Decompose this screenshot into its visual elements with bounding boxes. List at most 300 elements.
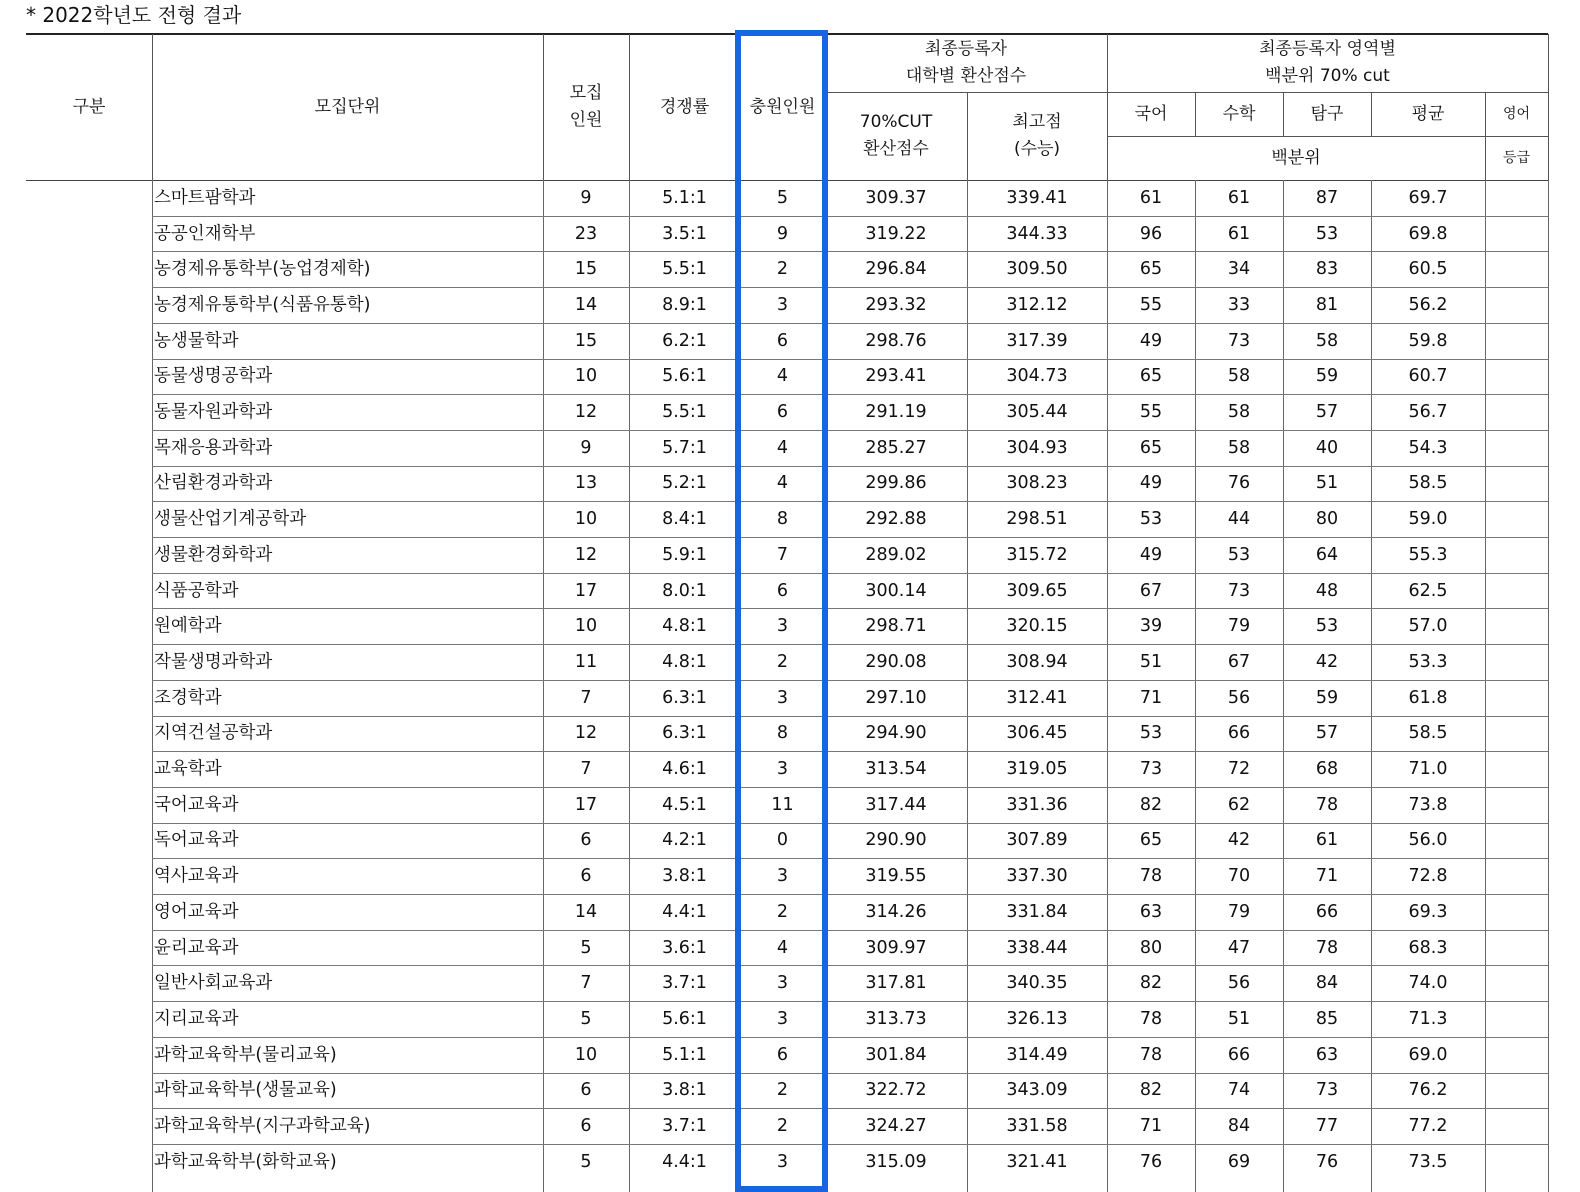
table-cell-avg: 58.5 — [1408, 473, 1448, 494]
table-cell-comp: 5.5:1 — [662, 402, 707, 423]
table-cell-max: 339.41 — [1006, 187, 1068, 208]
table-cell-comp: 3.6:1 — [662, 937, 707, 958]
table-cell-cut: 296.84 — [865, 259, 927, 280]
table-cell-math: 61 — [1227, 187, 1251, 208]
table-cell-avg: 76.2 — [1408, 1080, 1448, 1101]
header-inquiry: 탐구 — [1310, 103, 1344, 124]
table-cell-avg: 69.7 — [1408, 187, 1448, 208]
header-mid2-line — [1107, 136, 1548, 137]
table-cell-max: 331.84 — [1006, 901, 1068, 922]
table-cell-unit: 공공인재학부 — [154, 223, 256, 244]
header-english: 영어 — [1502, 105, 1531, 122]
header-col-line — [152, 34, 153, 180]
table-cell-wait: 2 — [776, 1080, 789, 1101]
table-cell-avg: 77.2 — [1408, 1116, 1448, 1137]
table-cell-comp: 5.2:1 — [662, 473, 707, 494]
table-cell-unit: 일반사회교육과 — [154, 973, 273, 994]
table-cell-comp: 3.8:1 — [662, 1080, 707, 1101]
table-cell-comp: 3.5:1 — [662, 223, 707, 244]
table-cell-math: 34 — [1227, 259, 1251, 280]
table-cell-avg: 55.3 — [1408, 544, 1448, 565]
table-cell-avg: 69.0 — [1408, 1044, 1448, 1065]
table-cell-kor: 82 — [1139, 1080, 1163, 1101]
table-cell-math: 66 — [1227, 723, 1251, 744]
table-cell-avg: 71.3 — [1408, 1008, 1448, 1029]
header-waitlist: 충원인원 — [749, 96, 816, 117]
table-cell-kor: 55 — [1139, 294, 1163, 315]
table-cell-inq: 58 — [1315, 330, 1339, 351]
table-cell-wait: 2 — [776, 1116, 789, 1137]
table-cell-unit: 농경제유통학부(농업경제학) — [154, 259, 371, 280]
table-caption: * 2022학년도 전형 결과 — [26, 3, 242, 27]
table-cell-wait: 4 — [776, 437, 789, 458]
table-cell-math: 70 — [1227, 866, 1251, 887]
table-cell-wait: 3 — [776, 759, 789, 780]
table-cell-max: 309.65 — [1006, 580, 1068, 601]
table-cell-eng — [1485, 644, 1548, 680]
table-cell-comp: 3.7:1 — [662, 1116, 707, 1137]
table-cell-wait: 6 — [776, 580, 789, 601]
table-cell-cut: 293.32 — [865, 294, 927, 315]
table-cell-math: 33 — [1227, 294, 1251, 315]
header-col-line — [1195, 92, 1196, 136]
table-cell-kor: 71 — [1139, 687, 1163, 708]
table-cell-eng — [1485, 251, 1548, 287]
table-cell-unit: 국어교육과 — [154, 794, 239, 815]
table-cell-cut: 317.44 — [865, 794, 927, 815]
table-cell-eng — [1485, 1037, 1548, 1073]
table-cell-wait: 3 — [776, 616, 789, 637]
table-cell-kor: 51 — [1139, 651, 1163, 672]
table-cell-kor: 82 — [1139, 973, 1163, 994]
table-cell-math: 73 — [1227, 330, 1251, 351]
table-cell-inq: 42 — [1315, 651, 1339, 672]
table-cell-max: 306.45 — [1006, 723, 1068, 744]
table-cell-max: 317.39 — [1006, 330, 1068, 351]
table-cell-avg: 56.0 — [1408, 830, 1448, 851]
table-cell-quota: 10 — [574, 366, 598, 387]
header-col-line — [1548, 34, 1549, 180]
table-cell-math: 79 — [1227, 616, 1251, 637]
table-cell-wait: 3 — [776, 866, 789, 887]
table-cell-max: 304.93 — [1006, 437, 1068, 458]
table-cell-cut: 319.22 — [865, 223, 927, 244]
table-cell-math: 56 — [1227, 973, 1251, 994]
table-cell-avg: 57.0 — [1408, 616, 1448, 637]
header-col-line — [967, 92, 968, 180]
table-cell-eng — [1485, 680, 1548, 716]
table-cell-inq: 40 — [1315, 437, 1339, 458]
table-cell-max: 337.30 — [1006, 866, 1068, 887]
table-cell-kor: 65 — [1139, 437, 1163, 458]
header-col-line — [1371, 92, 1372, 136]
table-cell-cut: 290.90 — [865, 830, 927, 851]
table-cell-avg: 54.3 — [1408, 437, 1448, 458]
table-cell-unit: 교육학과 — [154, 759, 222, 780]
table-cell-eng — [1485, 501, 1548, 537]
table-cell-eng — [1485, 573, 1548, 609]
table-cell-cut: 298.71 — [865, 616, 927, 637]
table-cell-unit: 산림환경과학과 — [154, 473, 273, 494]
table-cell-avg: 72.8 — [1408, 866, 1448, 887]
table-cell-eng — [1485, 1073, 1548, 1109]
table-cell-unit: 지역건설공학과 — [154, 723, 273, 744]
table-cell-max: 331.36 — [1006, 794, 1068, 815]
table-cell-inq: 64 — [1315, 544, 1339, 565]
table-cell-kor: 65 — [1139, 259, 1163, 280]
table-cell-wait: 3 — [776, 294, 789, 315]
table-cell-comp: 4.8:1 — [662, 651, 707, 672]
table-cell-eng — [1485, 180, 1548, 216]
header-col-line — [1283, 92, 1284, 136]
table-cell-unit: 작물생명과학과 — [154, 651, 273, 672]
table-cell-quota: 10 — [574, 1044, 598, 1065]
table-cell-unit: 영어교육과 — [154, 901, 239, 922]
table-cell-eng — [1485, 608, 1548, 644]
table-cell-avg: 62.5 — [1408, 580, 1448, 601]
table-cell-inq: 78 — [1315, 794, 1339, 815]
table-cell-kor: 73 — [1139, 759, 1163, 780]
table-cell-comp: 5.6:1 — [662, 1008, 707, 1029]
table-cell-comp: 8.9:1 — [662, 294, 707, 315]
table-cell-wait: 2 — [776, 259, 789, 280]
table-cell-quota: 5 — [580, 1151, 592, 1172]
table-cell-comp: 6.3:1 — [662, 687, 707, 708]
table-cell-quota: 7 — [580, 973, 592, 994]
table-cell-cut: 315.09 — [865, 1151, 927, 1172]
table-cell-kor: 61 — [1139, 187, 1163, 208]
table-cell-comp: 4.8:1 — [662, 616, 707, 637]
table-cell-unit: 동물자원과학과 — [154, 402, 273, 423]
table-cell-eng — [1485, 287, 1548, 323]
header-col-line — [825, 34, 826, 180]
table-cell-cut: 297.10 — [865, 687, 927, 708]
table-cell-unit: 지리교육과 — [154, 1008, 239, 1029]
table-cell-math: 69 — [1227, 1151, 1251, 1172]
table-cell-wait: 6 — [776, 330, 789, 351]
table-cell-quota: 5 — [580, 937, 592, 958]
table-cell-max: 320.15 — [1006, 616, 1068, 637]
header-competition: 경쟁률 — [659, 96, 710, 117]
table-cell-max: 326.13 — [1006, 1008, 1068, 1029]
table-cell-quota: 9 — [580, 437, 592, 458]
table-cell-cut: 313.54 — [865, 759, 927, 780]
table-cell-inq: 78 — [1315, 937, 1339, 958]
table-cell-eng — [1485, 430, 1548, 466]
table-cell-math: 44 — [1227, 509, 1251, 530]
table-cell-comp: 8.0:1 — [662, 580, 707, 601]
table-cell-cut: 285.27 — [865, 437, 927, 458]
table-cell-math: 72 — [1227, 759, 1251, 780]
table-cell-kor: 76 — [1139, 1151, 1163, 1172]
table-cell-math: 58 — [1227, 437, 1251, 458]
table-cell-kor: 63 — [1139, 901, 1163, 922]
table-cell-eng — [1485, 751, 1548, 787]
header-col-line — [740, 34, 741, 180]
table-cell-eng — [1485, 359, 1548, 395]
table-cell-quota: 6 — [580, 866, 592, 887]
table-cell-kor: 39 — [1139, 616, 1163, 637]
table-cell-unit: 식품공학과 — [154, 580, 239, 601]
table-cell-max: 314.49 — [1006, 1044, 1068, 1065]
table-cell-math: 62 — [1227, 794, 1251, 815]
table-cell-avg: 56.7 — [1408, 402, 1448, 423]
table-cell-math: 51 — [1227, 1008, 1251, 1029]
table-cell-math: 74 — [1227, 1080, 1251, 1101]
table-cell-quota: 15 — [574, 259, 598, 280]
table-cell-unit: 과학교육학부(생물교육) — [154, 1080, 337, 1101]
table-cell-math: 66 — [1227, 1044, 1251, 1065]
table-cell-cut: 314.26 — [865, 901, 927, 922]
table-cell-unit: 과학교육학부(지구과학교육) — [154, 1116, 371, 1137]
table-cell-comp: 5.5:1 — [662, 259, 707, 280]
table-cell-comp: 6.2:1 — [662, 330, 707, 351]
table-cell-comp: 4.4:1 — [662, 901, 707, 922]
table-cell-max: 319.05 — [1006, 759, 1068, 780]
table-cell-inq: 57 — [1315, 402, 1339, 423]
table-cell-quota: 12 — [574, 723, 598, 744]
table-cell-unit: 원예학과 — [154, 616, 222, 637]
table-cell-wait: 4 — [776, 473, 789, 494]
table-cell-cut: 322.72 — [865, 1080, 927, 1101]
table-cell-eng — [1485, 965, 1548, 1001]
table-cell-kor: 71 — [1139, 1116, 1163, 1137]
table-cell-cut: 291.19 — [865, 402, 927, 423]
table-cell-math: 53 — [1227, 544, 1251, 565]
table-cell-unit: 농생물학과 — [154, 330, 239, 351]
table-cell-math: 67 — [1227, 651, 1251, 672]
table-cell-kor: 96 — [1139, 223, 1163, 244]
table-cell-avg: 59.8 — [1408, 330, 1448, 351]
table-cell-comp: 4.2:1 — [662, 830, 707, 851]
table-cell-max: 308.94 — [1006, 651, 1068, 672]
table-cell-wait: 0 — [776, 830, 789, 851]
table-cell-inq: 77 — [1315, 1116, 1339, 1137]
table-cell-inq: 76 — [1315, 1151, 1339, 1172]
table-cell-eng — [1485, 1001, 1548, 1037]
table-cell-math: 58 — [1227, 402, 1251, 423]
table-cell-wait: 3 — [776, 1008, 789, 1029]
table-cell-cut: 301.84 — [865, 1044, 927, 1065]
header-category: 구분 — [72, 96, 106, 117]
table-cell-inq: 85 — [1315, 1008, 1339, 1029]
table-cell-kor: 55 — [1139, 402, 1163, 423]
table-cell-inq: 48 — [1315, 580, 1339, 601]
table-cell-avg: 74.0 — [1408, 973, 1448, 994]
table-cell-wait: 4 — [776, 937, 789, 958]
table-cell-quota: 7 — [580, 687, 592, 708]
table-cell-quota: 14 — [574, 901, 598, 922]
table-cell-avg: 58.5 — [1408, 723, 1448, 744]
table-cell-math: 58 — [1227, 366, 1251, 387]
table-cell-inq: 68 — [1315, 759, 1339, 780]
table-cell-avg: 59.0 — [1408, 509, 1448, 530]
table-cell-quota: 23 — [574, 223, 598, 244]
table-cell-quota: 9 — [580, 187, 592, 208]
table-cell-max: 307.89 — [1006, 830, 1068, 851]
table-cell-cut: 319.55 — [865, 866, 927, 887]
table-cell-comp: 3.7:1 — [662, 973, 707, 994]
table-cell-eng — [1485, 1144, 1548, 1180]
header-area-group: 최종등록자 영역별 백분위 70% cut — [1259, 39, 1396, 86]
table-cell-avg: 73.5 — [1408, 1151, 1448, 1172]
table-cell-wait: 6 — [776, 402, 789, 423]
table-cell-quota: 17 — [574, 580, 598, 601]
table-cell-math: 56 — [1227, 687, 1251, 708]
table-cell-max: 344.33 — [1006, 223, 1068, 244]
table-cell-kor: 49 — [1139, 473, 1163, 494]
table-cell-eng — [1485, 216, 1548, 252]
table-cell-wait: 4 — [776, 366, 789, 387]
table-cell-inq: 73 — [1315, 1080, 1339, 1101]
table-cell-comp: 5.1:1 — [662, 1044, 707, 1065]
table-cell-eng — [1485, 466, 1548, 502]
table-cell-wait: 8 — [776, 509, 789, 530]
table-cell-comp: 3.8:1 — [662, 866, 707, 887]
table-cell-eng — [1485, 1108, 1548, 1144]
table-cell-max: 315.72 — [1006, 544, 1068, 565]
table-cell-kor: 65 — [1139, 366, 1163, 387]
header-korean: 국어 — [1134, 103, 1168, 124]
table-cell-kor: 80 — [1139, 937, 1163, 958]
table-cell-wait: 9 — [776, 223, 789, 244]
table-cell-comp: 5.9:1 — [662, 544, 707, 565]
table-cell-unit: 과학교육학부(화학교육) — [154, 1151, 337, 1172]
table-cell-inq: 80 — [1315, 509, 1339, 530]
table-cell-unit: 조경학과 — [154, 687, 222, 708]
table-cell-math: 42 — [1227, 830, 1251, 851]
table-cell-wait: 2 — [776, 651, 789, 672]
table-cell-max: 305.44 — [1006, 402, 1068, 423]
table-cell-quota: 10 — [574, 616, 598, 637]
table-cell-wait: 6 — [776, 1044, 789, 1065]
table-cell-wait: 3 — [776, 973, 789, 994]
table-cell-quota: 12 — [574, 402, 598, 423]
table-cell-eng — [1485, 858, 1548, 894]
table-cell-max: 309.50 — [1006, 259, 1068, 280]
table-cell-inq: 83 — [1315, 259, 1339, 280]
table-cell-quota: 11 — [574, 651, 598, 672]
table-cell-quota: 17 — [574, 794, 598, 815]
body-col-line — [1548, 180, 1549, 1192]
header-col-line — [543, 34, 544, 180]
table-cell-unit: 과학교육학부(물리교육) — [154, 1044, 337, 1065]
table-cell-unit: 스마트팜학과 — [154, 187, 256, 208]
table-cell-inq: 59 — [1315, 687, 1339, 708]
header-mid-line — [825, 92, 1548, 93]
table-cell-eng — [1485, 323, 1548, 359]
table-cell-unit: 동물생명공학과 — [154, 366, 273, 387]
table-cell-wait: 7 — [776, 544, 789, 565]
table-cell-unit: 농경제유통학부(식품유통학) — [154, 294, 371, 315]
table-cell-wait: 2 — [776, 901, 789, 922]
table-cell-wait: 11 — [771, 794, 794, 815]
table-cell-quota: 14 — [574, 294, 598, 315]
table-cell-comp: 4.5:1 — [662, 794, 707, 815]
table-cell-wait: 5 — [776, 187, 789, 208]
table-cell-cut: 294.90 — [865, 723, 927, 744]
table-cell-wait: 3 — [776, 687, 789, 708]
table-cell-avg: 73.8 — [1408, 794, 1448, 815]
table-cell-quota: 10 — [574, 509, 598, 530]
table-cell-comp: 5.1:1 — [662, 187, 707, 208]
table-cell-unit: 생물산업기계공학과 — [154, 509, 307, 530]
table-cell-max: 298.51 — [1006, 509, 1068, 530]
table-cell-cut: 292.88 — [865, 509, 927, 530]
table-cell-unit: 역사교육과 — [154, 866, 239, 887]
table-cell-math: 61 — [1227, 223, 1251, 244]
table-cell-quota: 13 — [574, 473, 598, 494]
table-cell-unit: 목재응용과학과 — [154, 437, 273, 458]
header-average: 평균 — [1411, 103, 1445, 124]
table-cell-kor: 53 — [1139, 509, 1163, 530]
table-cell-max: 312.41 — [1006, 687, 1068, 708]
table-cell-cut: 300.14 — [865, 580, 927, 601]
table-cell-inq: 71 — [1315, 866, 1339, 887]
table-cell-avg: 53.3 — [1408, 651, 1448, 672]
table-cell-avg: 60.7 — [1408, 366, 1448, 387]
table-cell-quota: 6 — [580, 830, 592, 851]
table-cell-eng — [1485, 537, 1548, 573]
table-cell-unit: 윤리교육과 — [154, 937, 239, 958]
table-cell-math: 73 — [1227, 580, 1251, 601]
table-cell-max: 343.09 — [1006, 1080, 1068, 1101]
table-cell-unit: 생물환경화학과 — [154, 544, 273, 565]
table-cell-kor: 78 — [1139, 1008, 1163, 1029]
header-grade: 등급 — [1502, 149, 1531, 166]
table-cell-wait: 8 — [776, 723, 789, 744]
table-cell-cut: 299.86 — [865, 473, 927, 494]
table-cell-cut: 293.41 — [865, 366, 927, 387]
table-cell-math: 84 — [1227, 1116, 1251, 1137]
header-max-score: 최고점 (수능) — [1012, 112, 1062, 159]
header-final-score-group: 최종등록자 대학별 환산점수 — [905, 39, 1027, 86]
table-cell-inq: 51 — [1315, 473, 1339, 494]
table-cell-eng — [1485, 787, 1548, 823]
table-cell-inq: 87 — [1315, 187, 1339, 208]
table-cell-cut: 290.08 — [865, 651, 927, 672]
table-cell-comp: 5.6:1 — [662, 366, 707, 387]
table-cell-avg: 71.0 — [1408, 759, 1448, 780]
table-cell-comp: 6.3:1 — [662, 723, 707, 744]
table-cell-unit: 독어교육과 — [154, 830, 239, 851]
header-math: 수학 — [1222, 103, 1256, 124]
table-cell-kor: 78 — [1139, 866, 1163, 887]
table-cell-quota: 5 — [580, 1008, 592, 1029]
table-cell-kor: 53 — [1139, 723, 1163, 744]
table-cell-quota: 6 — [580, 1080, 592, 1101]
table-cell-comp: 4.4:1 — [662, 1151, 707, 1172]
table-cell-max: 308.23 — [1006, 473, 1068, 494]
table-top-border — [26, 33, 1548, 35]
table-cell-eng — [1485, 894, 1548, 930]
table-cell-quota: 6 — [580, 1116, 592, 1137]
table-cell-inq: 53 — [1315, 616, 1339, 637]
header-cut70: 70%CUT 환산점수 — [859, 112, 933, 159]
table-cell-cut: 289.02 — [865, 544, 927, 565]
table-cell-eng — [1485, 930, 1548, 966]
table-cell-math: 47 — [1227, 937, 1251, 958]
table-cell-avg: 56.2 — [1408, 294, 1448, 315]
table-cell-comp: 8.4:1 — [662, 509, 707, 530]
table-cell-max: 312.12 — [1006, 294, 1068, 315]
table-cell-avg: 61.8 — [1408, 687, 1448, 708]
table-cell-inq: 57 — [1315, 723, 1339, 744]
table-cell-cut: 324.27 — [865, 1116, 927, 1137]
table-cell-inq: 53 — [1315, 223, 1339, 244]
table-cell-avg: 60.5 — [1408, 259, 1448, 280]
table-cell-eng — [1485, 716, 1548, 752]
